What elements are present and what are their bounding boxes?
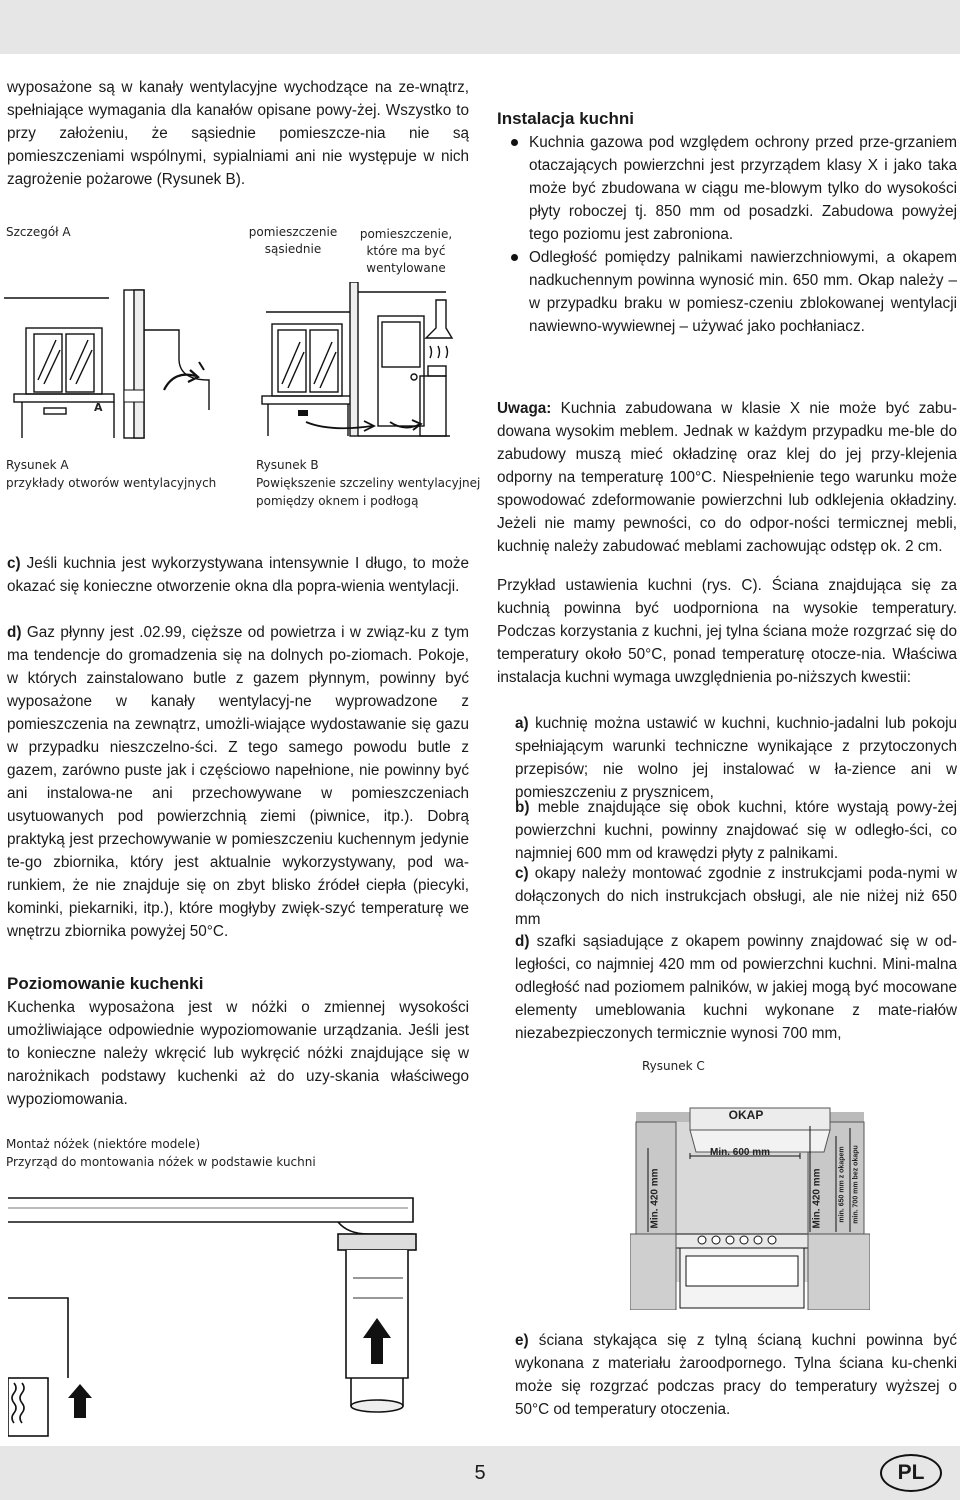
figure-a-illustration	[4, 280, 244, 440]
figure-c-min700: min. 700 mm bez okapu	[852, 1145, 860, 1224]
section-c	[7, 552, 469, 598]
figure-b-label-adjacent-line1: pomieszczenie	[248, 225, 338, 239]
note-paragraph-2: Przykład ustawienia kuchni (rys. C). Ściana znajdująca się za kuchnią powinna być uodporniona na wysokie temperatury. Podczas korzystania z kuchni, jej tylna ściana może rozgrzać się do temperatury około 50°C, ponad temperaturę otocze-nia. Właściwa instalacja kuchni wymaga uwzględnienia po-niższych kwestii:	[497, 577, 957, 686]
requirement-a-text: kuchnię można ustawić w kuchni, kuchnio-jadalni lub pokoju spełniającym warunki techniczne wynikające z przytoczonych przepisów; nie wolno jej instalować w ła-zience ani w pomieszczeniu z prysznicem,	[515, 715, 957, 801]
figure-a-marker: A	[94, 401, 103, 414]
figure-b-label-ventilated-line2: które ma być	[366, 244, 446, 258]
language-badge: PL	[880, 1454, 942, 1492]
installation-bullet: Odległość pomiędzy palnikami nawierzchniowymi, a okapem nadkuchennym powinna wynosić min. 650 mm. Okap należy – w przypadku braku w pomiesz-czeniu zblokowanej wentylacji nawiewno-wywiewnej – używać jako pochłaniacz.	[497, 246, 957, 338]
figure-b-label-ventilated-line1: pomieszczenie,	[359, 227, 453, 241]
note-label: Uwaga:	[497, 400, 552, 417]
requirement-a	[497, 712, 957, 804]
figure-a-detail-label: Szczegół A	[6, 225, 71, 239]
figure-b-label-ventilated-line3: wentylowane	[366, 261, 446, 275]
figure-c-hood-label: OKAP	[728, 1108, 764, 1122]
installation-heading: Instalacja kuchni	[497, 109, 634, 128]
section-c-label: c)	[7, 555, 21, 572]
requirement-b-text: meble znajdujące się obok kuchni, które wystają powy-żej powierzchni kuchni, powinny znajdować się w odległo-ści, co najmniej 600 mm od krawędzi płyty z palnikami.	[515, 799, 958, 862]
note-paragraph	[497, 397, 957, 558]
figure-a-caption-text: przykłady otworów wentylacyjnych	[6, 476, 217, 490]
section-c-text: Jeśli kuchnia jest wykorzystywana intensywnie I długo, to może okazać się konieczne otworzenie okna dla popra-wienia wentylacji.	[7, 555, 470, 595]
section-e	[497, 1329, 957, 1421]
requirement-d	[497, 930, 957, 1045]
installation-bullet-list	[497, 131, 957, 338]
section-e-text: ściana stykająca się z tylną ścianą kuchni powinna być wykonana z materiału żaroodpornego. Tylna ściana ku-chenki może się rozgrzać podczas pracy do temperatury wyższej o 50°C od temperatury otoczenia.	[515, 1332, 958, 1418]
leveling-heading: Poziomowanie kuchenki	[7, 974, 204, 993]
requirement-a-label: a)	[515, 715, 529, 732]
figure-c-min650: min. 650 mm z okapem	[838, 1146, 846, 1223]
leveling-caption-line2: Przyrząd do montowania nóżek w podstawie kuchni	[6, 1155, 316, 1169]
figure-b-caption-title: Rysunek B	[256, 458, 319, 472]
section-d	[7, 621, 469, 943]
figure-c-min420-right: Min. 420 mm	[811, 1168, 823, 1229]
leveling-caption-line1: Montaż nóżek (niektóre modele)	[6, 1137, 201, 1151]
leveling-text: Kuchenka wyposażona jest w nóżki o zmiennej wysokości umożliwiające odpowiednie wypoziomowanie urządzania. Jeśli jest to konieczne należy wkręcić lub wykręcić nóżki znajdujące się w narożnikach podstawy kuchenki aż do uzy-skania właściwego wypoziomowania.	[7, 999, 469, 1108]
figure-b-illustration	[250, 282, 470, 442]
figure-a-caption-title: Rysunek A	[6, 458, 69, 472]
leveling-foot-illustration	[8, 1178, 468, 1440]
top-margin-bar	[0, 0, 960, 54]
figure-c-min420-left: Min. 420 mm	[649, 1168, 661, 1229]
figure-b-label-ventilated	[346, 226, 466, 277]
requirement-b	[497, 796, 957, 865]
figure-b-caption-line1: Powiększenie szczeliny wentylacyjnej	[256, 476, 481, 490]
note-text: Kuchnia zabudowana w klasie X nie może być zabu-dowana wysokim meblem. Jednak w każdym przypadku me-ble do zabudowy muszą mieć okładzinę oraz klej do jej przy-klejenia odporny na temperaturę 100°C. Niespełnienie tego warunku może spowodować zdeformowanie powierzchni lub odklejenia okładziny. Jeżeli nie mamy pewności, co do odpor-ności termicznej mebli, kuchnię należy zabudować meblami zachowując odstęp ok. 2 cm.	[497, 400, 958, 555]
section-d-text: Gaz płynny jest .02.99, cięższe od powietrza i w związ-ku z tym ma tendencje do gromadzenia się na dolnych po-ziomach. Pokoje, w których zainstalowano butle z gazem płynnym, powinny być wyposażone w kanały wentylacyj-ne wyprowadzone z pomieszczenia na zewnątrz, umożli-wiające wydostawanie się gazu w przypadku nieszczelno-ści. Z tego samego powodu butle z gazem, zarówno puste jak i częściowo napełnione, nie powinny być ani instalowa-ne ani przechowywane w pomieszczeniach usytuowanych pod powierzchnią ziemi (piwnice, itp.). Dobrą praktyką jest przechowywanie w pomieszczeniu kuchennym jedynie te-go zbiornika, który jest aktualnie wykorzystywany, pod wa-runkiem, że nie znajduje się on zbyt blisko źródeł ciepła (piecyki, kominki, piekarniki, itp.), które mogłyby zwięk-szyć temperaturę we wnętrzu zbiornika powyżej 50°C.	[7, 624, 469, 940]
page-number: 5	[474, 1462, 486, 1484]
installation-bullet: Kuchnia gazowa pod względem ochrony przed prze-grzaniem otaczających powierzchni jest przyrządem klasy X i jako taka może być zbudowana w ciągu me-blowym tylko do wysokości płyty roboczej tj. 850 mm od posadzki. Zabudowa powyżej tego poziomu jest zabroniona.	[497, 131, 957, 246]
requirement-c	[497, 862, 957, 931]
section-e-label: e)	[515, 1332, 529, 1349]
section-d-label: d)	[7, 624, 22, 641]
figure-b-label-adjacent	[238, 224, 348, 258]
requirement-c-label: c)	[515, 865, 529, 882]
figure-b-caption-line2: pomiędzy oknem i podłogą	[256, 494, 419, 508]
intro-paragraph: wyposażone są w kanały wentylacyjne wychodzące na ze-wnątrz, spełniające wymagania dla kanałów opisane powy-żej. Wszystko to przy założeniu, że sąsiednie pomieszcze-nia nie są pomieszczeniami wspólnymi, sypialniami ani nie występuje w nich zagrożenie pożarowe (Rysunek B).	[7, 79, 469, 188]
figure-c-caption: Rysunek C	[642, 1059, 705, 1073]
requirement-d-text: szafki sąsiadujące z okapem powinny znajdować się w od-ległości, co najmniej 420 mm od powierzchni kuchni. Mini-malna odległość nad poziomem palników, w jakiej mogą być mocowane elementy umeblowania kuchni wykonane z mate-riałów niezabezpieczonych termicznie wynosi 700 mm,	[515, 933, 957, 1042]
requirement-c-text: okapy należy montować zgodnie z instrukcjami poda-nymi w dołączonych do nich instrukcjach obsługi, ale nie niżej niż 650 mm	[515, 865, 958, 928]
requirement-b-label: b)	[515, 799, 530, 816]
requirement-d-label: d)	[515, 933, 530, 950]
figure-c-min600: Min. 600 mm	[709, 1147, 771, 1158]
figure-b-label-adjacent-line2: sąsiednie	[264, 242, 322, 256]
